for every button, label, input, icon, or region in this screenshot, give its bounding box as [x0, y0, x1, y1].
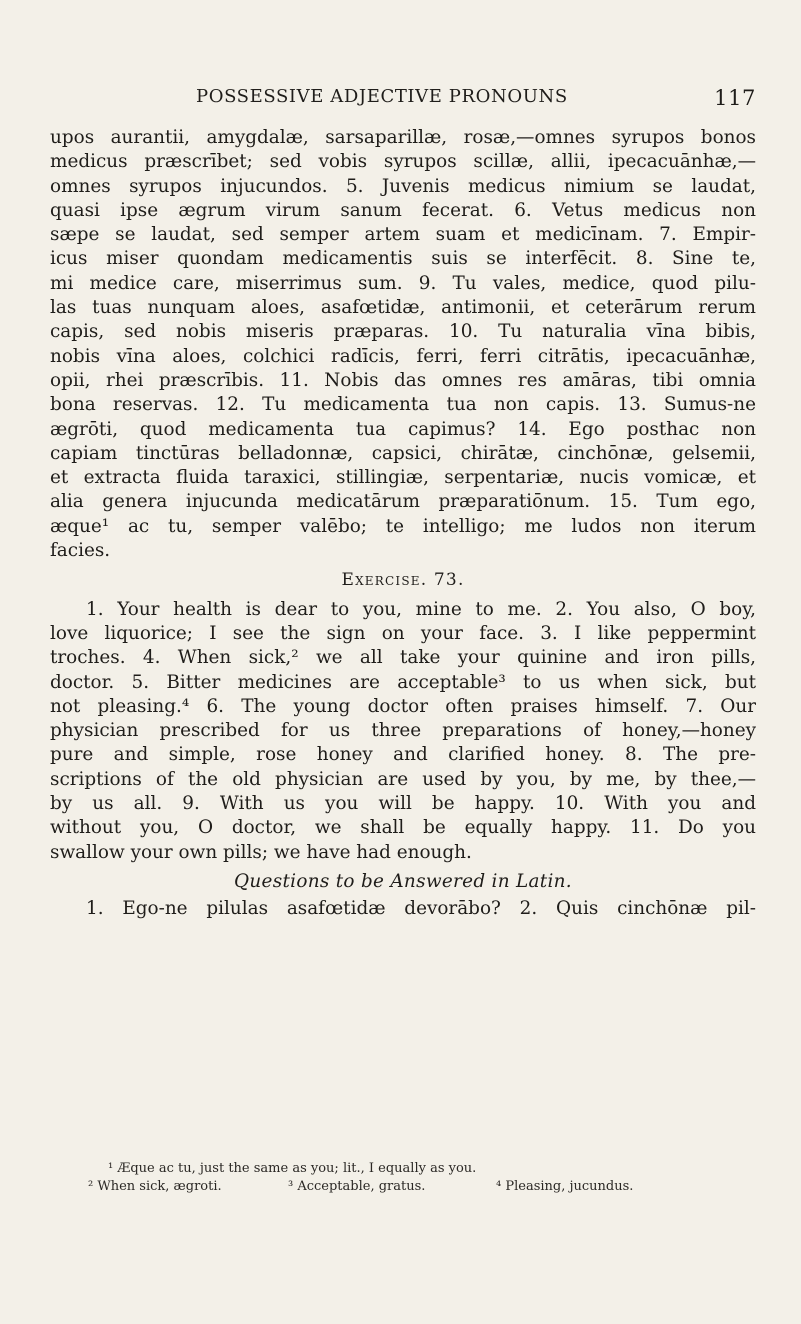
page-body	[50, 126, 756, 922]
footnotes	[88, 1160, 748, 1196]
text-line: mi medice care, miserrimus sum. 9. Tu vales, medice, quod pilu-	[50, 272, 756, 294]
text-line: omnes syrupos injucundos. 5. Juvenis medicus nimium se laudat,	[50, 175, 756, 197]
questions-heading: Questions to be Answered in Latin.	[234, 870, 572, 892]
text-line: doctor. 5. Bitter medicines are acceptable³ to us when sick, but	[50, 671, 756, 693]
text-line: alia genera injucunda medicatārum præparatiōnum. 15. Tum ego,	[50, 491, 756, 513]
english-paragraph	[50, 598, 756, 865]
exercise-heading: Exercise. 73.	[341, 570, 465, 591]
footnote-4: ⁴ Pleasing, jucundus.	[496, 1179, 634, 1194]
text-line: nobis vīna aloes, colchici radīcis, ferri, ferri citrātis, ipecacuānhæ,	[50, 345, 756, 367]
text-line: bona reservas. 12. Tu medicamenta tua non capis. 13. Sumus-ne	[50, 394, 756, 416]
text-line: et extracta fluida taraxici, stillingiæ, serpentariæ, nucis vomicæ, et	[50, 467, 756, 489]
text-line: scriptions of the old physician are used by you, by me, by thee,—	[50, 768, 756, 790]
text-line: pure and simple, rose honey and clarified honey. 8. The pre-	[50, 744, 756, 766]
text-line: upos aurantii, amygdalæ, sarsaparillæ, rosæ,—omnes syrupos bonos	[50, 127, 756, 148]
page-number: 117	[714, 86, 756, 110]
text-line: 1. Ego-ne pilulas asafœtidæ devorābo? 2. Quis cinchōnæ pil-	[86, 898, 756, 920]
running-head-title: POSSESSIVE ADJECTIVE PRONOUNS	[196, 86, 568, 107]
text-line: without you, O doctor, we shall be equally happy. 11. Do you	[50, 817, 756, 839]
footnote-2: ² When sick, ægroti.	[88, 1179, 222, 1194]
text-line: opii, rhei præscrībis. 11. Nobis das omnes res amāras, tibi omnia	[50, 369, 756, 391]
latin-paragraph	[50, 126, 756, 563]
text-line: not pleasing.⁴ 6. The young doctor often praises himself. 7. Our	[50, 695, 756, 717]
footnote-1: ¹ Æque ac tu, just the same as you; lit., I equally as you.	[108, 1161, 477, 1176]
text-line: love liquorice; I see the sign on your face. 3. I like peppermint	[50, 622, 756, 644]
footnote-row	[88, 1160, 748, 1178]
footnote-row	[88, 1178, 748, 1196]
text-line: swallow your own pills; we have had enough.	[50, 841, 472, 863]
text-line: facies.	[50, 540, 111, 562]
running-head	[196, 86, 756, 116]
footnote-3: ³ Acceptable, gratus.	[288, 1179, 426, 1194]
questions-paragraph	[50, 897, 756, 921]
text-line: medicus præscrībet; sed vobis syrupos scillæ, allii, ipecacuānhæ,—	[50, 151, 756, 173]
text-line: troches. 4. When sick,² we all take your quinine and iron pills,	[50, 647, 756, 669]
text-line: physician prescribed for us three preparations of honey,—honey	[50, 720, 756, 742]
text-line: æque¹ ac tu, semper valēbo; te intelligo; me ludos non iterum	[50, 515, 756, 537]
text-line: las tuas nunquam aloes, asafœtidæ, antimonii, et ceterārum rerum	[50, 297, 756, 319]
text-line: 1. Your health is dear to you, mine to me. 2. You also, O boy,	[86, 598, 756, 620]
text-line: ægrōti, quod medicamenta tua capimus? 14. Ego posthac non	[50, 418, 756, 440]
text-line: by us all. 9. With us you will be happy. 10. With you and	[50, 793, 756, 815]
text-line: sæpe se laudat, sed semper artem suam et medicīnam. 7. Empir-	[50, 224, 756, 246]
text-line: icus miser quondam medicamentis suis se interfēcit. 8. Sine te,	[50, 248, 756, 270]
text-line: capis, sed nobis miseris præparas. 10. Tu naturalia vīna bibis,	[50, 321, 756, 343]
text-line: quasi ipse ægrum virum sanum fecerat. 6. Vetus medicus non	[50, 199, 756, 221]
text-line: capiam tinctūras belladonnæ, capsici, chirātæ, cinchōnæ, gelsemii,	[50, 442, 756, 464]
